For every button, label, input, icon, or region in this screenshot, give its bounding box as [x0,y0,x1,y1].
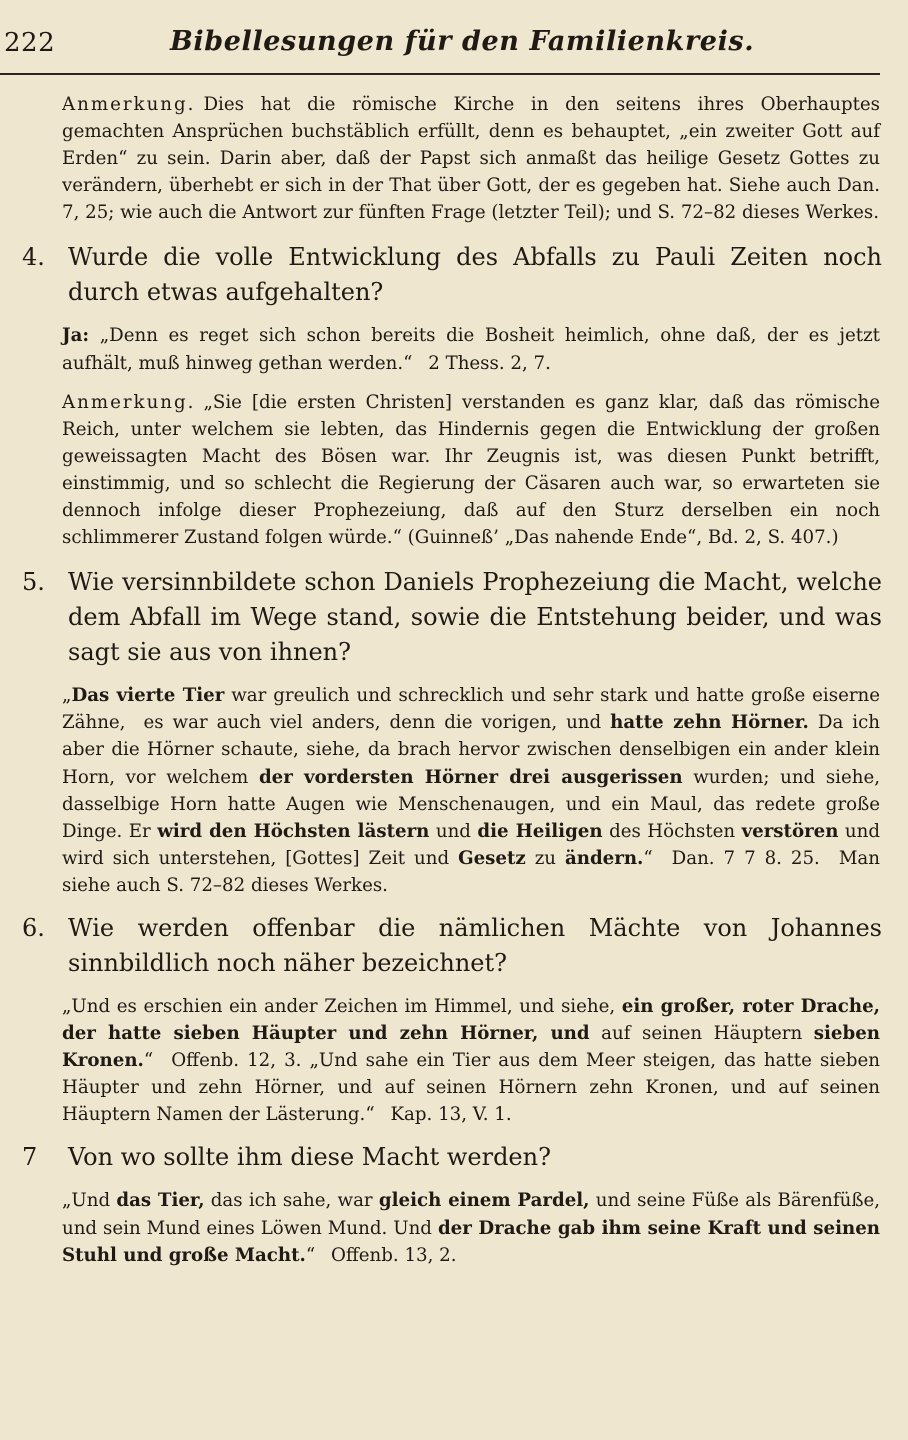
quote-close: “ [143,1050,154,1072]
question-7 [20,1140,882,1175]
quote-text: und seine Füße als Bärenfüße, und sein Mund eines Löwen Mund. Und [62,1190,881,1239]
question-4 [20,240,882,310]
quote-text: das ich sahe, war [204,1190,379,1212]
quote-text: „Und [62,1190,117,1212]
quote-open: „ [62,685,72,707]
quote-text: es war auch viel anders, denn die vorigen, und [143,712,611,734]
annotation-label: Anmerkung. [62,391,196,413]
question-number: 5. [22,568,45,597]
page-header [0,24,908,84]
emphasis-text: der vordersten Hörner drei ausgerissen [258,766,683,788]
quote-text: „Und es erschien ein ander Zeichen im Himmel, und siehe, [62,995,622,1017]
quote-text: Da ich aber die Hörner schaute, siehe, da brach hervor zwischen denselbigen ein ander klein Horn, vor welchem [62,712,880,788]
answer-text: „Denn es reget sich schon bereits die Bosheit heimlich, ohne daß, der es jetzt aufhält, muß hinweg gethan werden.“ [62,325,880,374]
page-number: 222 [4,28,56,58]
annotation-label: Anmerkung. [62,94,196,115]
answer-4 [62,322,880,376]
quote-close: “ [643,847,653,869]
answer-7 [62,1187,880,1268]
emphasis-text: hatte zehn Hörner. [610,712,809,734]
question-number: 7 [22,1143,38,1172]
scripture-reference: Kap. 13, V. 1. [390,1104,512,1126]
header-rule [0,73,880,75]
emphasis-text: gleich einem Pardel, [378,1190,590,1212]
scripture-reference: Offenb. 12, 3. [171,1050,302,1072]
answer-prefix: Ja: [62,325,90,347]
question-text: Wie werden offenbar die nämlichen Mächte von Johannes sinnbildlich noch näher bezeichnet? [68,913,882,977]
answer-5 [62,682,880,899]
question-6 [20,911,882,981]
quote-text: und [429,820,478,842]
quote-text: des Höchsten [602,820,742,842]
quote-text: war greulich und schrecklich und sehr stark und hatte große eiserne Zähne, [62,685,881,734]
page-reference: Man siehe auch S. 72–82 dieses Werkes. [62,847,880,896]
quote-text: auf seinen Häuptern [589,1023,814,1045]
question-text: Wie versinnbildete schon Daniels Prophezeiung die Macht, welche dem Abfall im Wege stand, sowie die Entstehung beider, und was sagt sie aus von ihnen? [68,568,882,667]
emphasis-text: ein großer, roter Drache, der hatte sieben Häupter und zehn Hörner, und [62,995,880,1045]
annotation-text: Dies hat die römische Kirche in den seitens ihres Oberhauptes gemachten Ansprüchen buchstäblich erfüllt, denn es behauptet, „ein zweiter Gott auf Erden“ zu sein. Darin aber, daß der Papst sich anmaßt das heilige Gesetz Gottes zu verändern, überhebt er sich in der That über Gott, der es gegeben hat. Siehe auch Dan. 7, 25; wie auch die Antwort zur fünften Frage (letzter Teil); und S. 72–82 dieses Werkes. [62,94,880,224]
question-text: Wurde die volle Entwicklung des Abfalls zu Pauli Zeiten noch durch etwas aufgehalten? [68,243,882,307]
question-5 [20,565,882,670]
running-title: Bibellesungen für den Familienkreis. [170,26,755,57]
emphasis-text: Gesetz [458,847,526,869]
question-number: 6. [22,913,45,942]
emphasis-text: Das vierte Tier [71,685,225,707]
scripture-reference: 2 Thess. 2, 7. [428,352,551,374]
annotation-2 [62,389,880,552]
emphasis-text: ändern. [564,847,644,869]
annotation-1 [62,91,880,226]
question-number: 4. [22,243,45,272]
answer-6 [62,993,880,1128]
quote-text: und wird sich unterstehen, [Gottes] Zeit und [62,820,880,869]
question-text: Von wo sollte ihm diese Macht werden? [68,1143,551,1172]
quote-close: “ [305,1244,316,1266]
emphasis-text: die Heiligen [477,820,603,842]
page-content [20,91,882,1281]
emphasis-text: der Drache gab ihm seine Kraft und seinen Stuhl und große Macht. [62,1217,880,1266]
quote-text: wurden; und siehe, dasselbige Horn hatte Augen wie Menschenaugen, und ein Maul, das redete große Dinge. Er [62,766,881,842]
emphasis-text: das Tier, [116,1190,205,1212]
emphasis-text: verstören [741,820,839,842]
annotation-text: „Sie [die ersten Christen] verstanden es ganz klar, daß das römische Reich, unter welchem sie lebten, das Hindernis gegen die Entwicklung der großen geweissagten Macht des Bösen war. Ihr Zeugnis ist, was diesen Punkt betrifft, einstimmig, und so schlecht die Regierung der Cäsaren auch war, so erwarteten sie dennoch infolge dieser Prophezeiung, daß auf den Sturz derselben ein noch schlimmerer Zustand folgen würde.“ (Guinneß’ „Das nahende Ende“, Bd. 2, S. 407.) [62,391,880,549]
emphasis-text: sieben Kronen. [62,1023,880,1072]
scripture-reference: Offenb. 13, 2. [330,1244,457,1266]
quote-text: zu [525,847,565,869]
quote-text: „Und sahe ein Tier aus dem Meer steigen, das hatte sieben Häupter und zehn Hörner, und auf seinen Hörnern zehn Kronen, und auf seinen Häuptern Namen der Lästerung.“ [62,1050,880,1126]
emphasis-text: wird den Höchsten lästern [157,820,430,842]
scripture-reference: Dan. 7 7 8. 25. [671,847,820,869]
